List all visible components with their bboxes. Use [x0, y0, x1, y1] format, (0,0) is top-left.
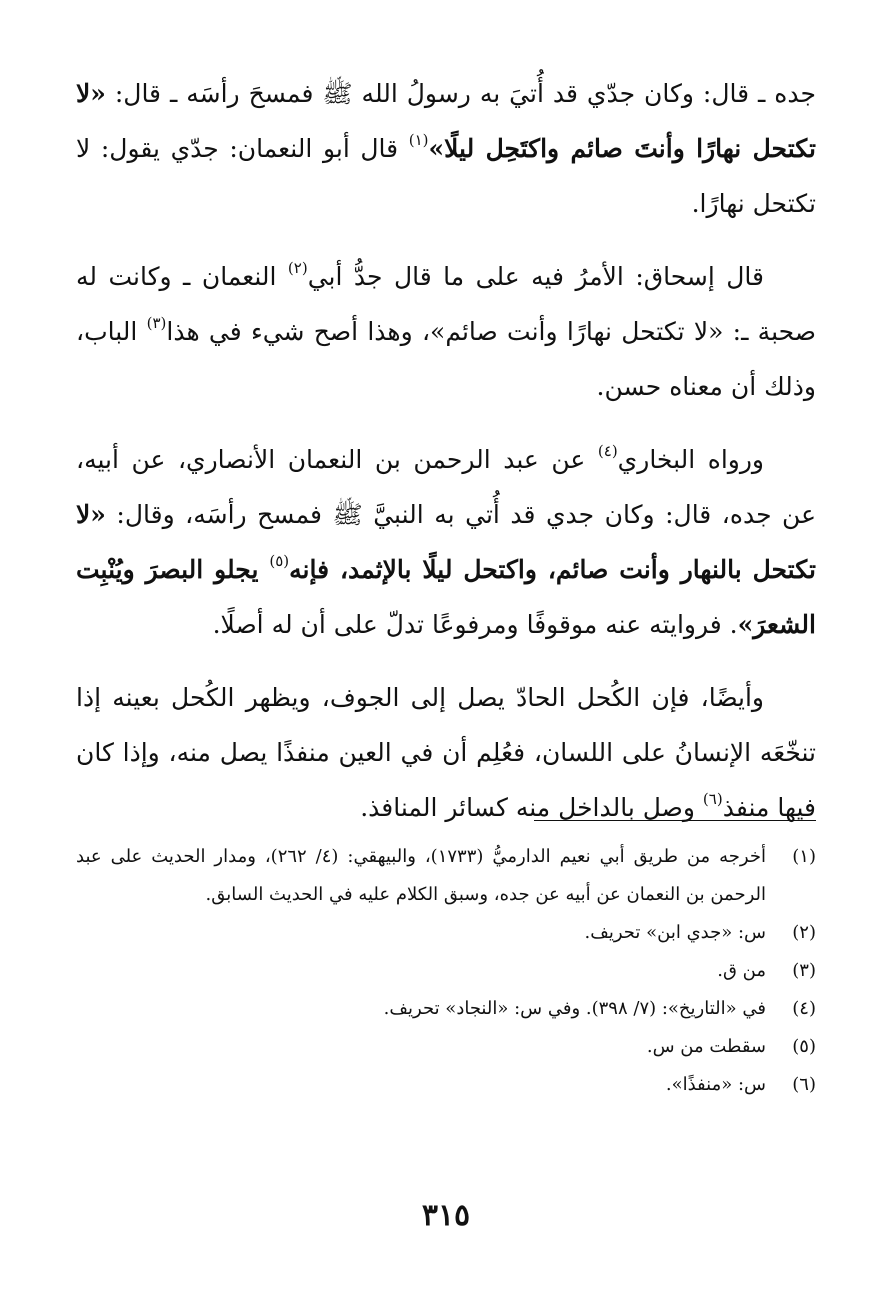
text-run: . فروايته عنه موقوفًا ومرفوعًا تدلّ على أن له أصلًا.	[212, 610, 738, 639]
paragraph	[76, 670, 816, 835]
footnote-item	[76, 838, 816, 914]
footnote-number: (٣)	[792, 960, 816, 981]
footnotes	[76, 838, 816, 1104]
footnote-text: سقطت من س.	[646, 1036, 766, 1057]
footnote-number: (١)	[792, 846, 816, 867]
footnote-item	[76, 1028, 816, 1066]
footnote-ref: (٢)	[287, 259, 308, 277]
footnote-text: في «التاريخ»: (٧/ ٣٩٨). وفي س: «النجاد» تحريف.	[383, 998, 766, 1019]
main-text	[76, 66, 816, 853]
hadith-quote: «لا تكتحل نهارًا وأنتَ صائم واكتَحِل ليلًا»	[76, 79, 817, 163]
footnote-number: (٥)	[792, 1036, 816, 1057]
page-number: ٣١٥	[421, 1198, 471, 1233]
footnote-number: (٦)	[792, 1074, 816, 1095]
text-run: النعمان ـ وكانت له صحبة ـ: «لا تكتحل نهارًا وأنت صائم»، وهذا أصح شيء في هذا	[76, 262, 816, 346]
hadith-quote: يجلو البصرَ ويُنْبِت الشعرَ»	[76, 555, 816, 639]
footnote-text: من ق.	[717, 960, 766, 981]
footnote-text: أخرجه من طريق أبي نعيم الدارميُّ (١٧٣٣)، والبيهقي: (٤/ ٢٦٢)، ومدار الحديث على عبد الرحمن بن النعمان عن أبيه عن جده، وسبق الكلام عليه في الحديث السابق.	[76, 846, 766, 905]
footnote-number: (٢)	[792, 922, 816, 943]
text-run: الباب، وذلك أن معناه حسن.	[76, 317, 816, 401]
text-run: جده ـ قال: وكان جدّي قد أُتيَ به رسولُ الله ﷺ فمسحَ رأسَه ـ قال:	[105, 79, 816, 108]
text-run: ورواه البخاري	[617, 445, 764, 474]
text-run: وأيضًا، فإن الكُحل الحادّ يصل إلى الجوف، ويظهر الكُحل بعينه إذا تنخّعَه الإنسانُ على اللسان، فعُلِم أن في العين منفذًا يصل منه، وإذا كان فيها منفذ	[76, 683, 816, 822]
footnote-ref: (١)	[408, 131, 429, 149]
footnote-number: (٤)	[792, 998, 816, 1019]
text-run: عن عبد الرحمن بن النعمان الأنصاري، عن أبيه، عن جده، قال: وكان جدي قد أُتي به النبيَّ ﷺ فمسح رأسَه، وقال:	[76, 445, 816, 529]
footnote-item	[76, 990, 816, 1028]
footnote-item	[76, 952, 816, 990]
paragraph	[76, 432, 816, 652]
footnote-ref: (٦)	[702, 790, 723, 808]
text-run: قال إسحاق: الأمرُ فيه على ما قال جدُّ أبي	[307, 262, 764, 291]
text-run: قال أبو النعمان: جدّي يقول: لا تكتحل نهارًا.	[76, 134, 816, 218]
footnote-text: س: «منفذًا».	[665, 1074, 766, 1095]
footnote-item	[76, 914, 816, 952]
footnote-ref: (٥)	[269, 552, 290, 570]
footnote-ref: (٣)	[146, 314, 167, 332]
footnote-ref: (٤)	[597, 442, 618, 460]
footnote-item	[76, 1066, 816, 1104]
text-run: وصل بالداخل منه كسائر المنافذ.	[360, 793, 703, 822]
paragraph	[76, 249, 816, 414]
paragraph	[76, 66, 816, 231]
footnote-separator	[534, 820, 816, 821]
footnote-text: س: «جدي ابن» تحريف.	[584, 922, 766, 943]
hadith-quote: «لا تكتحل بالنهار وأنت صائم، واكتحل ليلًا بالإثمد، فإنه	[76, 500, 816, 584]
